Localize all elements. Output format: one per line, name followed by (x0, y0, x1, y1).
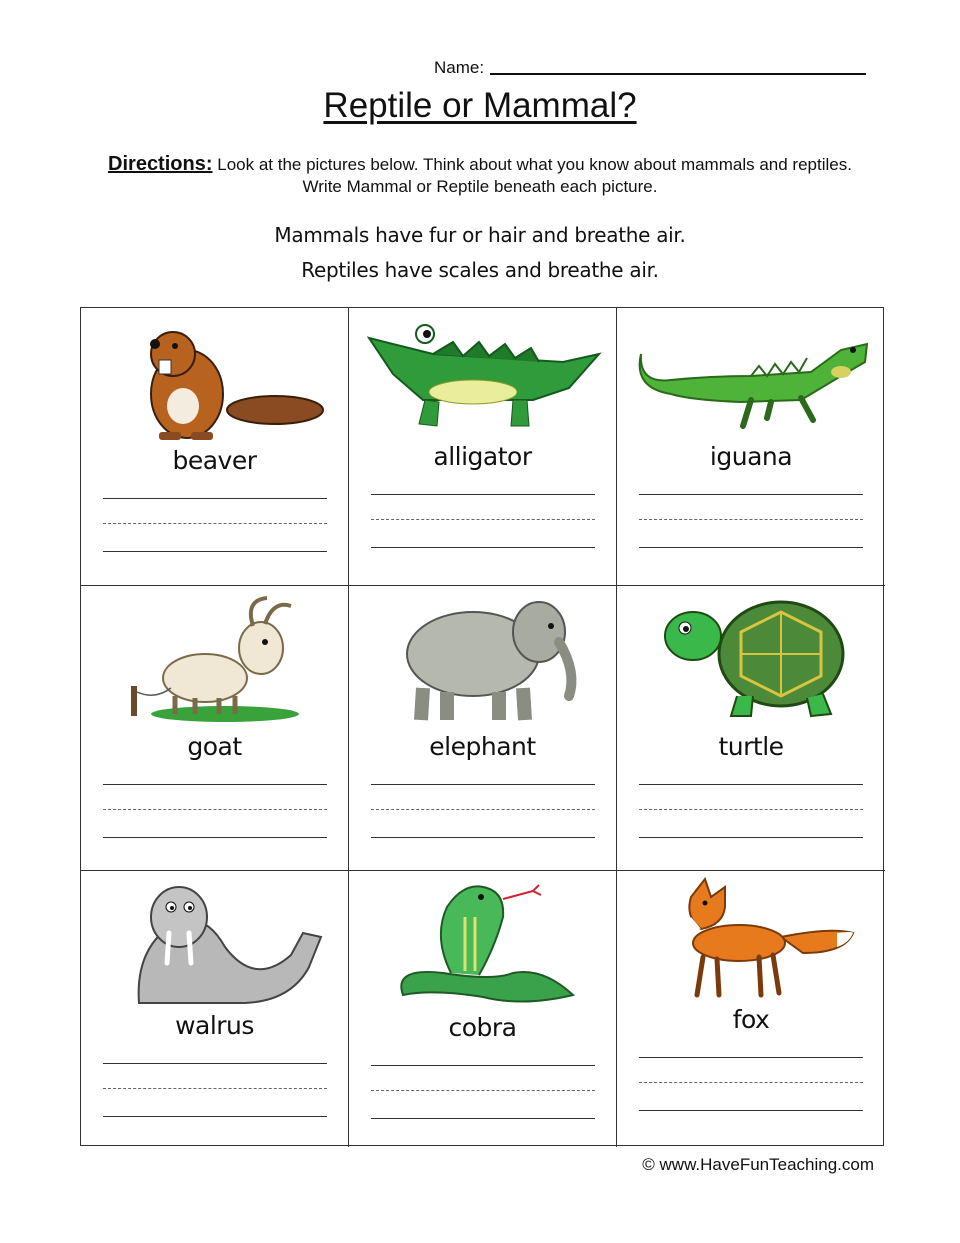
copyright-footer: © www.HaveFunTeaching.com (642, 1155, 874, 1174)
animal-cell-cobra (349, 871, 617, 1147)
animal-grid (80, 307, 884, 1146)
animal-cell-turtle (617, 586, 885, 871)
animal-label: goat (187, 732, 242, 761)
name-label: Name: (434, 58, 485, 77)
answer-line-top[interactable] (639, 494, 863, 495)
page-title: Reptile or Mammal? (323, 86, 637, 125)
animal-cell-iguana (617, 308, 885, 586)
answer-line-bottom[interactable] (371, 837, 595, 838)
answer-line-mid (371, 1090, 595, 1091)
directions-line-1: Look at the pictures below. Think about what you know about mammals and reptiles. (217, 155, 852, 174)
answer-line-bottom[interactable] (103, 1116, 327, 1117)
answer-line-bottom[interactable] (639, 547, 863, 548)
animal-label: turtle (718, 732, 784, 761)
answer-line-mid (371, 519, 595, 520)
animal-label: fox (732, 1005, 770, 1034)
rules (0, 218, 960, 288)
answer-line-bottom[interactable] (103, 837, 327, 838)
answer-line-bottom[interactable] (371, 547, 595, 548)
answer-line-top[interactable] (639, 1057, 863, 1058)
answer-line-mid (103, 1088, 327, 1089)
answer-line-mid (103, 523, 327, 524)
animal-cell-walrus (81, 871, 349, 1147)
answer-line-mid (371, 809, 595, 810)
answer-line-top[interactable] (639, 784, 863, 785)
animal-cell-fox (617, 871, 885, 1147)
directions-line-2: Write Mammal or Reptile beneath each picture. (302, 177, 658, 196)
name-line[interactable] (490, 72, 866, 75)
goat-icon (95, 592, 335, 722)
answer-line-top[interactable] (371, 784, 595, 785)
mammal-rule: Mammals have fur or hair and breathe air. (274, 223, 686, 247)
answer-line-mid (639, 809, 863, 810)
answer-line-mid (639, 1082, 863, 1083)
answer-line-top[interactable] (103, 1063, 327, 1064)
animal-cell-goat (81, 586, 349, 871)
animal-cell-elephant (349, 586, 617, 871)
walrus-icon (95, 877, 335, 1007)
answer-line-top[interactable] (103, 498, 327, 499)
answer-line-mid (103, 809, 327, 810)
elephant-icon (363, 592, 603, 722)
animal-label: beaver (172, 446, 257, 475)
animal-label: cobra (448, 1013, 517, 1042)
name-field[interactable] (434, 58, 866, 78)
animal-label: walrus (175, 1011, 254, 1040)
animal-label: alligator (433, 442, 532, 471)
answer-line-mid (639, 519, 863, 520)
beaver-icon (95, 314, 335, 444)
fox-icon (631, 877, 871, 1007)
answer-line-bottom[interactable] (103, 551, 327, 552)
answer-line-top[interactable] (103, 784, 327, 785)
alligator-icon (363, 314, 603, 444)
animal-cell-beaver (81, 308, 349, 586)
answer-line-bottom[interactable] (639, 1110, 863, 1111)
answer-line-top[interactable] (371, 494, 595, 495)
turtle-icon (631, 592, 871, 722)
answer-line-bottom[interactable] (371, 1118, 595, 1119)
animal-label: elephant (429, 732, 536, 761)
reptile-rule: Reptiles have scales and breathe air. (301, 258, 659, 282)
directions (0, 153, 960, 198)
directions-label: Directions: (108, 153, 213, 175)
animal-label: iguana (709, 442, 793, 471)
cobra-icon (363, 877, 603, 1007)
animal-cell-alligator (349, 308, 617, 586)
iguana-icon (631, 314, 871, 444)
answer-line-bottom[interactable] (639, 837, 863, 838)
answer-line-top[interactable] (371, 1065, 595, 1066)
